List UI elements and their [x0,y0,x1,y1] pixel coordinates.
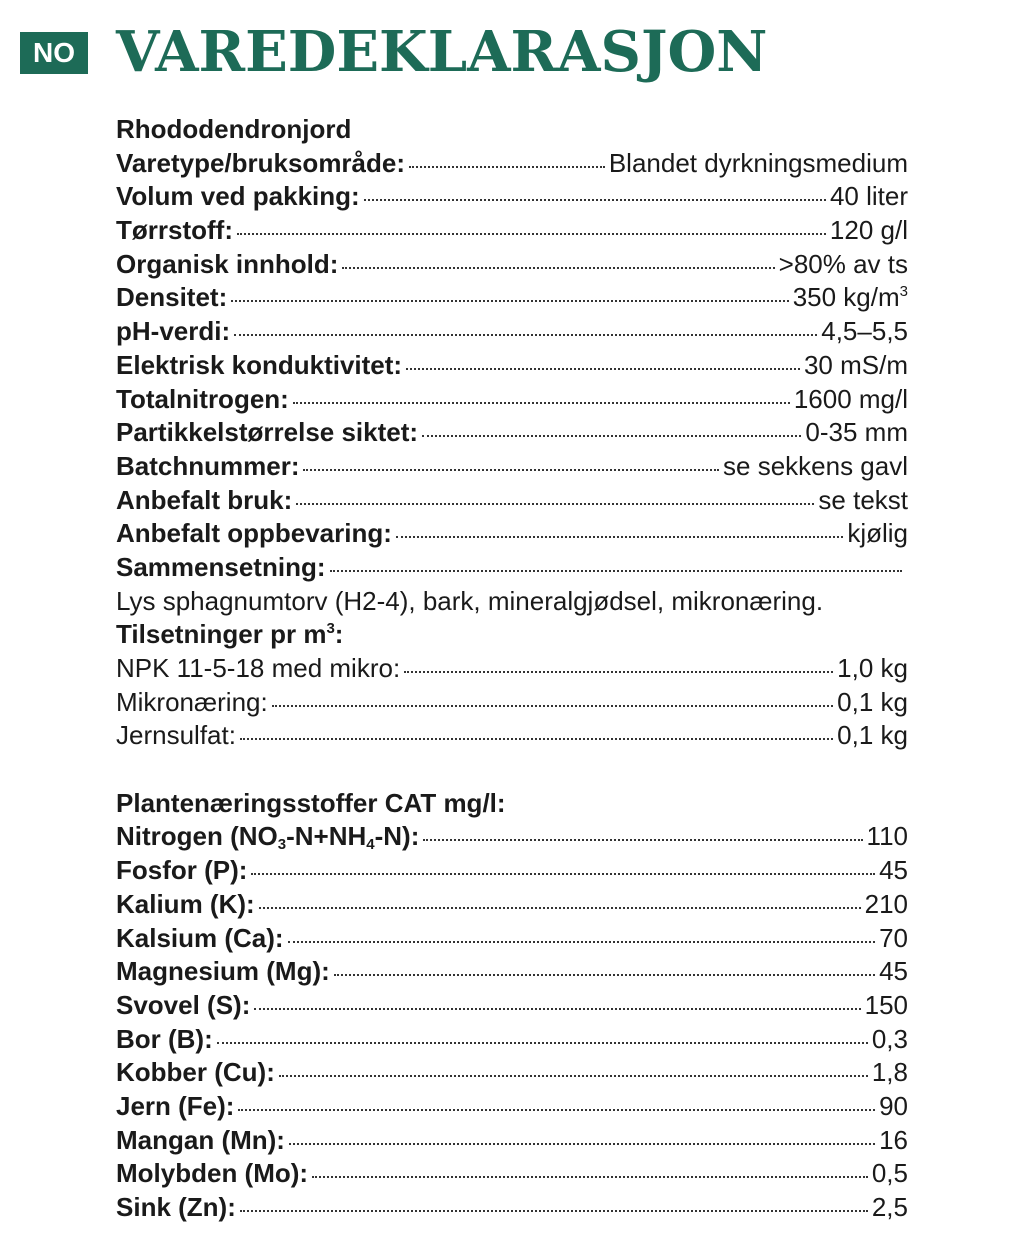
additive-row [116,653,908,687]
row-value: 70 [879,922,908,953]
nitrogen-label-part: -N): [374,821,420,852]
declaration-row [116,148,908,182]
composition-text: Lys sphagnumtorv (H2-4), bark, mineralgjødsel, mikronæring. [116,585,824,616]
row-label: Densitet: [116,282,228,313]
row-label: Mangan (Mn): [116,1124,285,1155]
row-value: 30 mS/m [803,349,908,380]
declaration-row [116,485,908,519]
row-label: Batchnummer: [116,450,300,481]
leader-dots [342,267,774,269]
row-label: NPK 11-5-18 med mikro: [116,653,401,683]
additives-heading-end: : [334,619,344,650]
row-value: 0,3 [871,1023,908,1054]
density-value: 350 kg/m [792,282,900,313]
declaration-row [116,249,908,283]
row-value: 0,1 kg [837,720,908,751]
composition-label: Sammensetning: [116,551,326,582]
declaration-row [116,215,908,249]
leader-dots [254,1008,860,1010]
nitrogen-subscript: 4 [366,836,375,854]
page-title: VAREDEKLARASJON [116,19,768,85]
row-label: Jernsulfat: [116,720,236,751]
leader-dots [238,1109,875,1111]
leader-dots [422,435,801,437]
row-label: Kalsium (Ca): [116,922,284,953]
row-label: Molybden (Mo): [116,1158,309,1189]
additive-row [116,687,908,721]
row-label: Kobber (Cu): [116,1057,275,1088]
row-label: Jern (Fe): [116,1090,235,1121]
leader-dots [279,1075,868,1077]
leader-dots [251,873,875,875]
row-label: pH-verdi: [116,316,231,347]
additive-row [116,720,908,754]
row-label: Organisk innhold: [116,248,339,279]
declaration-row [116,181,908,215]
nutrient-row [116,1125,908,1159]
row-label: Volum ved pakking: [116,181,360,212]
leader-dots [404,671,833,673]
row-value: 120 g/l [829,215,908,246]
row-value [793,282,908,313]
additives-heading [116,619,908,653]
row-value: se sekkens gavl [723,450,908,481]
leader-dots [330,570,903,572]
leader-dots [396,536,843,538]
declaration-row [116,350,908,384]
row-label [116,821,419,852]
row-value: 210 [864,888,908,919]
nitrogen-label-part: -N+NH [286,821,367,852]
declaration-row [116,384,908,418]
row-value: 1,8 [871,1057,908,1088]
leader-dots [231,300,788,302]
row-label: Svovel (S): [116,989,251,1020]
row-value: 110 [866,821,908,852]
row-value: 4,5–5,5 [821,316,908,347]
leader-dots [423,839,862,841]
row-value: 1,0 kg [837,653,908,683]
nutrient-row [116,1192,908,1226]
nutrient-row [116,889,908,923]
leader-dots [364,199,826,201]
row-label: Totalnitrogen: [116,383,289,414]
nitrogen-label-part: Nitrogen (NO [116,821,278,852]
row-label: Magnesium (Mg): [116,956,330,987]
section-spacer [116,754,908,788]
row-value: >80% av ts [778,248,908,279]
nutrient-row [116,990,908,1024]
leader-dots [237,233,826,235]
additives-heading-text: Tilsetninger pr m [116,619,327,650]
leader-dots [217,1042,868,1044]
row-value: 150 [864,989,908,1020]
row-label: Fosfor (P): [116,855,248,886]
row-label: Sink (Zn): [116,1192,236,1222]
nutrient-row [116,956,908,990]
row-label: Anbefalt oppbevaring: [116,518,392,549]
row-value: 0,1 kg [837,686,908,717]
nutrients-heading: Plantenæringsstoffer CAT mg/l: [116,787,506,818]
nutrient-row [116,855,908,889]
leader-dots [334,974,875,976]
row-label: Elektrisk konduktivitet: [116,349,403,380]
nutrient-row [116,1024,908,1058]
row-value: Blandet dyrkningsmedium [608,147,908,178]
language-badge: NO [20,32,88,74]
declaration-row [116,316,908,350]
leader-dots [409,166,605,168]
row-value: 45 [879,956,908,987]
nutrient-row [116,1091,908,1125]
row-value: 16 [879,1124,908,1155]
row-value: 45 [879,855,908,886]
additives-heading-sup: 3 [326,620,335,638]
leader-dots [406,368,800,370]
declaration-row [116,518,908,552]
density-superscript: 3 [899,283,908,301]
row-label: Bor (B): [116,1023,213,1054]
leader-dots [288,941,876,943]
nitrogen-subscript: 3 [277,836,287,854]
composition-row [116,552,908,586]
leader-dots [272,705,833,707]
row-label: Tørrstoff: [116,215,233,246]
row-value: kjølig [847,518,908,549]
leader-dots [296,503,814,505]
row-value: 40 liter [829,181,908,212]
row-value: 1600 mg/l [793,383,908,414]
leader-dots [259,907,861,909]
nutrient-row [116,1057,908,1091]
row-label: Kalium (K): [116,888,255,919]
nutrient-row [116,1158,908,1192]
row-value: 90 [879,1090,908,1121]
row-value: 0-35 mm [805,417,908,448]
leader-dots [293,402,790,404]
row-value: 2,5 [871,1192,908,1222]
leader-dots [240,1210,868,1212]
row-label: Varetype/bruksområde: [116,147,406,178]
leader-dots [234,334,817,336]
row-value: 0,5 [871,1158,908,1189]
leader-dots [240,738,833,740]
row-value: se tekst [818,484,908,515]
leader-dots [312,1176,868,1178]
row-label: Mikronæring: [116,686,268,717]
declaration-content [116,114,908,1226]
nutrient-row [116,923,908,957]
declaration-row [116,417,908,451]
row-label: Partikkelstørrelse siktet: [116,417,419,448]
declaration-row [116,451,908,485]
leader-dots [289,1143,875,1145]
product-name: Rhododendronjord [116,114,352,144]
nutrient-row [116,821,908,855]
row-label: Anbefalt bruk: [116,484,293,515]
leader-dots [303,469,719,471]
declaration-row [116,282,908,316]
